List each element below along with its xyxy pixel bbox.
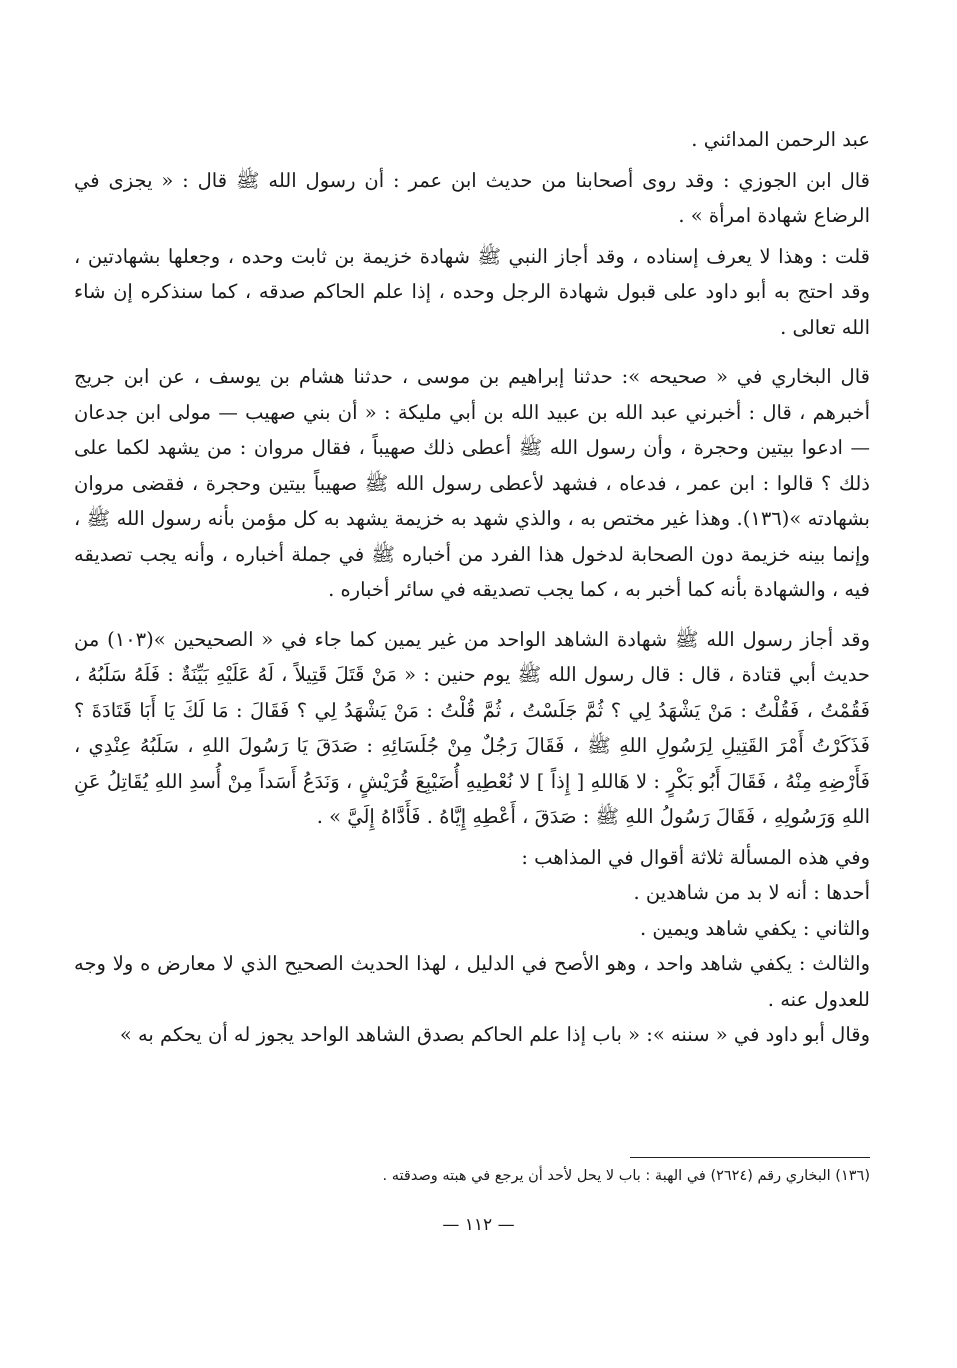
- paragraph: عبد الرحمن المدائني .: [691, 128, 870, 151]
- paragraph: قلت : وهذا لا يعرف إسناده ، وقد أجاز النبي ﷺ شهادة خزيمة بن ثابت وحده ، وجعلها بشهادتين ، وقد احتج به أبو داود على قبول شهادة الرجل وحده ، إذا علم الحاكم صدقه ، كما سنذكره إن شاء الله تعالى .: [74, 244, 870, 339]
- paragraph: أحدها : أنه لا بد من شاهدين .: [633, 881, 870, 904]
- paragraph: وفي هذه المسألة ثلاثة أقوال في المذاهب :: [521, 845, 870, 869]
- paragraph: والثالث : يكفي شاهد واحد ، وهو الأصح في الدليل ، لهذا الحديث الصحيح الذي لا معارض ه ولا وجه للعدول عنه .: [74, 952, 870, 1011]
- paragraph: قال ابن الجوزي : وقد روى أصحابنا من حديث ابن عمر : أن رسول الله ﷺ قال : « يجزى في الرضاع شهادة امرأة » .: [74, 168, 870, 227]
- page-number: — ١١٢ —: [442, 1215, 515, 1235]
- paragraph: والثاني : يكفي شاهد ويمين .: [639, 916, 870, 940]
- main-text: [74, 122, 870, 1053]
- paragraph: قال البخاري في « صحيحه »: حدثنا إبراهيم بن موسى ، حدثنا هشام بن يوسف ، عن ابن جريج أخبرهم ، قال : أخبرني عبد الله بن عبيد الله بن أبي مليكة : « أن بني صهيب — مولى ابن جدعان — ادعوا بيتين وحجرة ، وأن رسول الله ﷺ أعطى ذلك صهيباً ، فقال مروان : من يشهد لكما على ذلك ؟ قالوا : ابن عمر ، فدعاه ، فشهد لأعطى رسول الله ﷺ صهيباً بيتين وحجرة ، فقضى مروان بشهادته »(١٣٦). وهذا غير مختص به ، والذي شهد به خزيمة يشهد به كل مؤمن بأنه رسول الله ﷺ ، وإنما بينه خزيمة دون الصحابة لدخول هذا الفرد من أخباره ﷺ في جملة أخباره ، وأنه يجب تصديقه فيه ، والشهادة بأنه كما أخبر به ، كما يجب تصديقه في سائر أخباره .: [74, 365, 870, 601]
- footnote-divider: [630, 1157, 870, 1158]
- paragraph: وقد أجاز رسول الله ﷺ شهادة الشاهد الواحد من غير يمين كما جاء في « الصحيحين »(١٠٣) من حديث أبي قتادة ، قال : قال رسول الله ﷺ يوم حنين : « مَنْ قَتَلَ قَتِيلاً ، لَهُ عَلَيْهِ بَيِّنَةٌ : فَلَهُ سَلَبُهُ ، فَقُمْتُ ، فَقُلْتُ : مَنْ يَشْهَدُ لِي ؟ ثُمَّ جَلَسْتُ ، ثُمَّ قُلْتُ : مَنْ يَشْهَدُ لِي ؟ فَقَالَ : مَا لَكَ يَا أَبَا قَتَادَةَ ؟ فَذَكَرْتُ أَمْرَ القَتِيلِ لِرَسُولِ اللهِ ﷺ ، فَقَالَ رَجُلٌ مِنْ جُلَسَائِهِ : صَدَقَ يَا رَسُولَ اللهِ ، سَلَبُهُ عِنْدِي ، فَأَرْضِهِ مِنْهُ ، فَقَالَ أَبُو بَكْرٍ : لا هَاللهِ [ إِذاً ] لا نُعْطِيهِ أُضَيْبِعَ قُرَيْشٍ ، وَنَدَعُ أَسَداً مِنْ أُسدِ اللهِ يُقَاتِلُ عَنِ اللهِ وَرَسُولِهِ ، فَقَالَ رَسُولُ اللهِ ﷺ : صَدَقَ ، أَعْطِهِ إِيَّاهُ . فَأَدَّاهُ إِلَيَّ » .: [74, 627, 870, 828]
- paragraph: وقال أبو داود في « سننه »: « باب إذا علم الحاكم بصدق الشاهد الواحد يجوز له أن يحكم به »: [119, 1023, 870, 1046]
- footnote: (١٣٦) البخاري رقم (٢٦٢٤) في الهبة : باب لا يحل لأحد أن يرجع في هبته وصدقته .: [382, 1168, 870, 1184]
